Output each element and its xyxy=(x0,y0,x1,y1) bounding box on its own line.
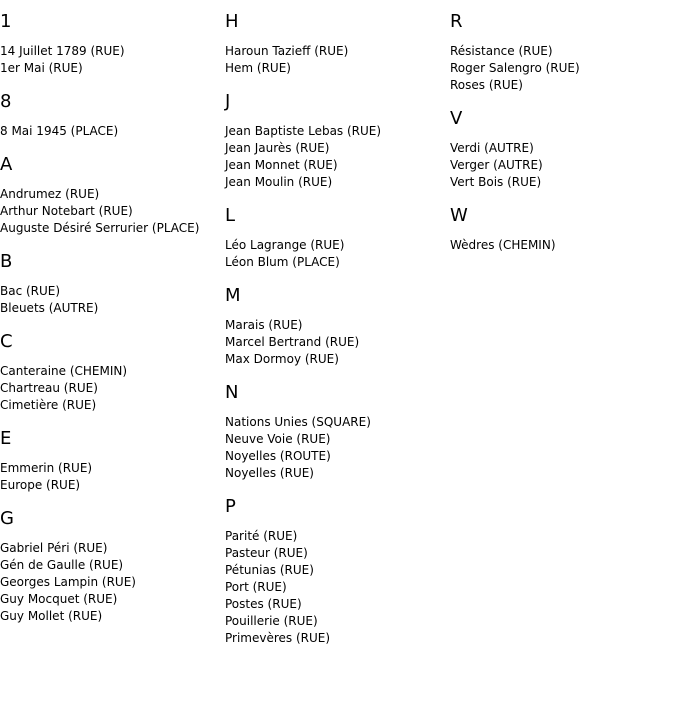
street-link[interactable]: 8 Mai 1945 (PLACE) xyxy=(0,124,119,138)
street-link[interactable]: Andrumez (RUE) xyxy=(0,187,100,201)
street-link[interactable]: Vert Bois (RUE) xyxy=(450,175,542,189)
street-link[interactable]: Marais (RUE) xyxy=(225,318,303,332)
street-link[interactable]: Jean Monnet (RUE) xyxy=(225,158,338,172)
street-list xyxy=(450,140,670,191)
street-link[interactable]: Jean Moulin (RUE) xyxy=(225,175,333,189)
street-link[interactable]: Résistance (RUE) xyxy=(450,44,553,58)
letter-section xyxy=(0,428,220,494)
letter-section xyxy=(225,382,445,482)
letter-section xyxy=(0,508,220,625)
street-link[interactable]: Parité (RUE) xyxy=(225,529,298,543)
section-letter-heading: J xyxy=(225,91,231,112)
street-list xyxy=(225,123,445,191)
letter-section xyxy=(225,11,445,77)
letter-section xyxy=(225,205,445,271)
street-link[interactable]: Georges Lampin (RUE) xyxy=(0,575,136,589)
street-list xyxy=(0,460,220,494)
street-link[interactable]: Arthur Notebart (RUE) xyxy=(0,204,133,218)
letter-section xyxy=(225,91,445,191)
street-list xyxy=(225,414,445,482)
street-link[interactable]: Port (RUE) xyxy=(225,580,287,594)
street-link[interactable]: Guy Mocquet (RUE) xyxy=(0,592,118,606)
section-letter-heading: M xyxy=(225,285,241,306)
street-list xyxy=(0,186,220,237)
street-link[interactable]: Jean Baptiste Lebas (RUE) xyxy=(225,124,382,138)
street-link[interactable]: Verger (AUTRE) xyxy=(450,158,543,172)
street-link[interactable]: Nations Unies (SQUARE) xyxy=(225,415,371,429)
street-link[interactable]: Léon Blum (PLACE) xyxy=(225,255,340,269)
street-link[interactable]: Gén de Gaulle (RUE) xyxy=(0,558,124,572)
column-3 xyxy=(450,11,670,268)
letter-section xyxy=(0,251,220,317)
street-link[interactable]: Noyelles (ROUTE) xyxy=(225,449,331,463)
section-letter-heading: R xyxy=(450,11,463,32)
section-letter-heading: W xyxy=(450,205,468,226)
street-link[interactable]: Verdi (AUTRE) xyxy=(450,141,534,155)
letter-section xyxy=(450,108,670,191)
street-link[interactable]: Léo Lagrange (RUE) xyxy=(225,238,345,252)
street-link[interactable]: Auguste Désiré Serrurier (PLACE) xyxy=(0,221,200,235)
letter-section xyxy=(0,91,220,140)
column-2 xyxy=(225,11,445,661)
street-link[interactable]: Noyelles (RUE) xyxy=(225,466,314,480)
letter-section xyxy=(0,331,220,414)
street-list xyxy=(0,363,220,414)
letter-section xyxy=(0,154,220,237)
letter-section xyxy=(450,11,670,94)
street-list xyxy=(0,283,220,317)
street-list xyxy=(225,43,445,77)
section-letter-heading: G xyxy=(0,508,14,529)
section-letter-heading: N xyxy=(225,382,239,403)
letter-section xyxy=(225,496,445,647)
section-letter-heading: A xyxy=(0,154,13,175)
street-link[interactable]: Bac (RUE) xyxy=(0,284,61,298)
street-link[interactable]: Max Dormoy (RUE) xyxy=(225,352,339,366)
street-link[interactable]: Neuve Voie (RUE) xyxy=(225,432,331,446)
street-list xyxy=(0,540,220,625)
section-letter-heading: P xyxy=(225,496,236,517)
column-1 xyxy=(0,11,220,639)
street-link[interactable]: Bleuets (AUTRE) xyxy=(0,301,99,315)
street-list xyxy=(225,237,445,271)
street-link[interactable]: Europe (RUE) xyxy=(0,478,81,492)
section-letter-heading: B xyxy=(0,251,13,272)
street-link[interactable]: Primevères (RUE) xyxy=(225,631,331,645)
street-link[interactable]: Canteraine (CHEMIN) xyxy=(0,364,128,378)
street-link[interactable]: 14 Juillet 1789 (RUE) xyxy=(0,44,125,58)
letter-section xyxy=(225,285,445,368)
street-list xyxy=(225,317,445,368)
street-link[interactable]: Guy Mollet (RUE) xyxy=(0,609,103,623)
letter-section xyxy=(450,205,670,254)
street-link[interactable]: Haroun Tazieff (RUE) xyxy=(225,44,349,58)
street-list xyxy=(450,43,670,94)
letter-section xyxy=(0,11,220,77)
street-link[interactable]: Gabriel Péri (RUE) xyxy=(0,541,108,555)
section-letter-heading: 1 xyxy=(0,11,12,32)
street-link[interactable]: Wèdres (CHEMIN) xyxy=(450,238,556,252)
street-link[interactable]: Marcel Bertrand (RUE) xyxy=(225,335,360,349)
street-link[interactable]: Emmerin (RUE) xyxy=(0,461,93,475)
street-link[interactable]: Chartreau (RUE) xyxy=(0,381,98,395)
section-letter-heading: H xyxy=(225,11,239,32)
street-list xyxy=(450,237,670,254)
street-link[interactable]: Postes (RUE) xyxy=(225,597,302,611)
street-link[interactable]: Jean Jaurès (RUE) xyxy=(225,141,330,155)
section-letter-heading: 8 xyxy=(0,91,12,112)
section-letter-heading: C xyxy=(0,331,13,352)
street-link[interactable]: Roger Salengro (RUE) xyxy=(450,61,580,75)
street-link[interactable]: Pasteur (RUE) xyxy=(225,546,308,560)
street-link[interactable]: 1er Mai (RUE) xyxy=(0,61,83,75)
street-list xyxy=(225,528,445,647)
street-link[interactable]: Roses (RUE) xyxy=(450,78,523,92)
street-link[interactable]: Pouillerie (RUE) xyxy=(225,614,318,628)
street-link[interactable]: Pétunias (RUE) xyxy=(225,563,314,577)
street-list xyxy=(0,123,220,140)
street-link[interactable]: Hem (RUE) xyxy=(225,61,291,75)
section-letter-heading: V xyxy=(450,108,463,129)
street-link[interactable]: Cimetière (RUE) xyxy=(0,398,97,412)
section-letter-heading: L xyxy=(225,205,236,226)
street-list xyxy=(0,43,220,77)
section-letter-heading: E xyxy=(0,428,12,449)
